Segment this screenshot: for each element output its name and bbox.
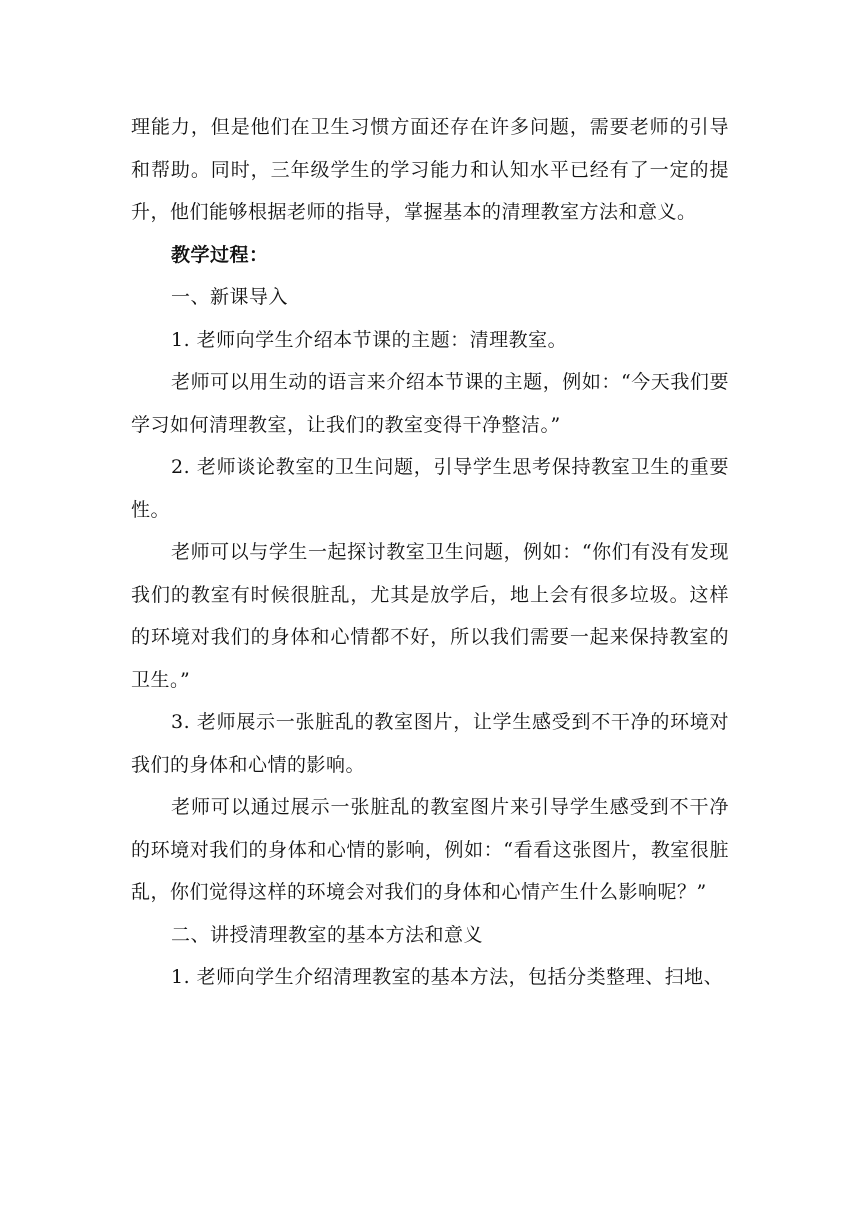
paragraph-student-analysis-continued: 理能力，但是他们在卫生习惯方面还存在许多问题，需要老师的引导和帮助。同时，三年级学生的学习能力和认知水平已经有了一定的提升，他们能够根据老师的指导，掌握基本的清理教室方法和意义。: [131, 116, 729, 223]
section-heading-methods: 二、讲授清理教室的基本方法和意义: [171, 923, 484, 946]
paragraph-item-2-detail: 老师可以与学生一起探讨教室卫生问题，例如：“你们有没有发现我们的教室有时候很脏乱，尤其是放学后，地上会有很多垃圾。这样的环境对我们的身体和心情都不好，所以我们需要一起来保持教室的卫生。”: [131, 541, 729, 691]
heading-teaching-process: 教学过程：: [171, 243, 269, 266]
document-body: [131, 106, 729, 999]
paragraph-item-3-detail: 老师可以通过展示一张脏乱的教室图片来引导学生感受到不干净的环境对我们的身体和心情的影响，例如：“看看这张图片，教室很脏乱，你们觉得这样的环境会对我们的身体和心情产生什么影响呢？”: [131, 796, 729, 903]
list-item-3: 3. 老师展示一张脏乱的教室图片，让学生感受到不干净的环境对我们的身体和心情的影响。: [131, 711, 729, 776]
section-heading-introduction: 一、新课导入: [171, 286, 289, 308]
list-item-1: 1. 老师向学生介绍本节课的主题：清理教室。: [171, 328, 568, 351]
list-item-2: 2. 老师谈论教室的卫生问题，引导学生思考保持教室卫生的重要性。: [131, 456, 729, 521]
paragraph-item-1-detail: 老师可以用生动的语言来介绍本节课的主题，例如：“今天我们要学习如何清理教室，让我们的教室变得干净整洁。”: [131, 371, 729, 436]
list-item-methods-1: 1. 老师向学生介绍清理教室的基本方法，包括分类整理、扫地、: [171, 966, 724, 988]
